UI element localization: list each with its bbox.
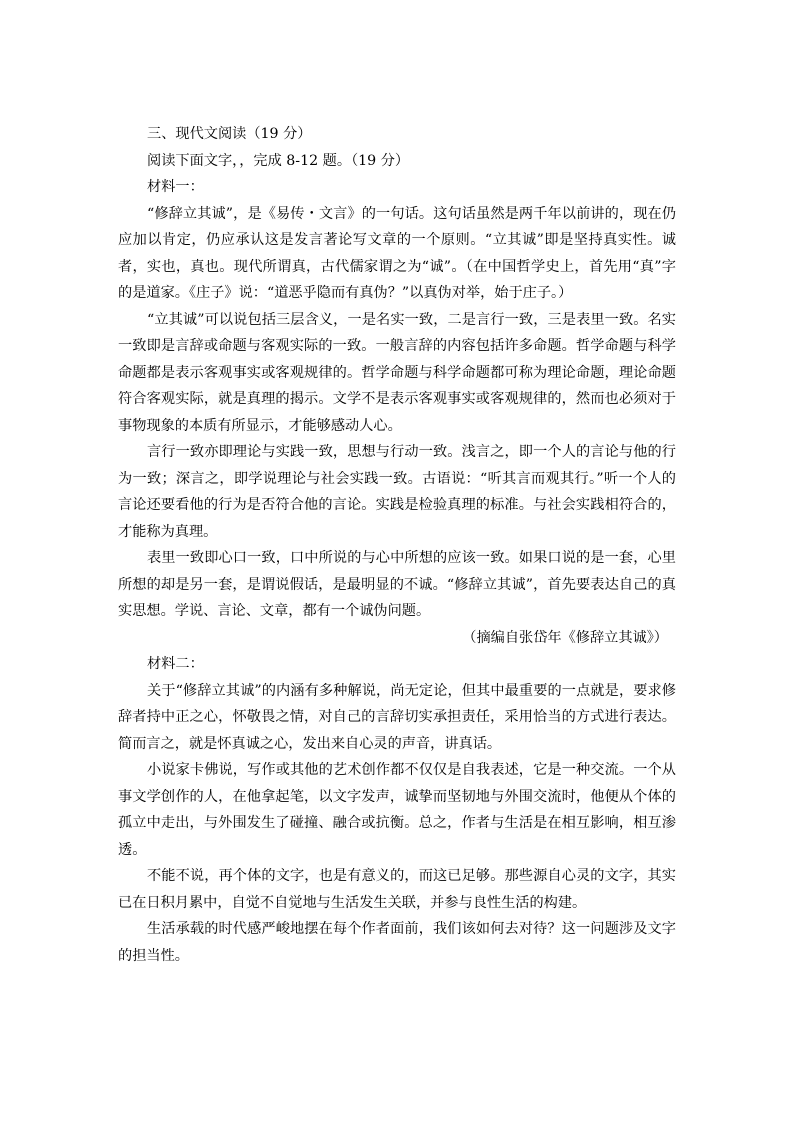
material-1-paragraph: “修辞立其诚”，是《易传・文言》的一句话。这句话虽然是两千年以前讲的，现在仍应加以肯定，仍应承认这是发言著论写文章的一个原则。“立其诚”即是坚持真实性。诚者，实也，真也。现代所谓真，古代儒家谓之为“诚”。（在中国哲学史上，首先用“真”字的是道家。《庄子》说：“道恶乎隐而有真伪？”以真伪对举，始于庄子。） <box>118 205 676 301</box>
section-heading: 三、现代文阅读（19 分） <box>147 126 312 142</box>
material-1-paragraph: 表里一致即心口一致，口中所说的与心中所想的应该一致。如果口说的是一套，心里所想的却是另一套，是谓说假话，是最明显的不诚。“修辞立其诚”，首先要表达自己的真实思想。学说、言论、文章，都有一个诚伪问题。 <box>118 550 676 619</box>
section-instruction: 阅读下面文字，，完成 8-12 题。（19 分） <box>147 152 410 169</box>
material-2-paragraph: 小说家卡佛说，写作或其他的艺术创作都不仅仅是自我表述，它是一种交流。一个从事文学创作的人，在他拿起笔，以文字发声，诚挚而坚韧地与外围交流时，他便从个体的孤立中走出，与外围发生了碰撞、融合或抗衡。总之，作者与生活是在相互影响，相互渗透。 <box>118 762 676 858</box>
material-2-label: 材料二： <box>147 656 204 672</box>
material-1-paragraph: 言行一致亦即理论与实践一致，思想与行动一致。浅言之，即一个人的言论与他的行为一致；深言之，即学说理论与社会实践一致。古语说：“听其言而观其行。”听一个人的言论还要看他的行为是否符合他的言论。实践是检验真理的标准。与社会实践相符合的，才能称为真理。 <box>118 444 676 540</box>
material-1-label: 材料一： <box>147 179 204 195</box>
material-2-paragraph: 不能不说，再个体的文字，也是有意义的，而这已足够。那些源自心灵的文字，其实已在日积月累中，自觉不自觉地与生活发生关联，并参与良性生活的构建。 <box>118 868 676 911</box>
material-1-source: （摘编自张岱年《修辞立其诚》） <box>462 629 668 646</box>
material-1-paragraph: “立其诚”可以说包括三层含义，一是名实一致，二是言行一致，三是表里一致。名实一致即是言辞或命题与客观实际的一致。一般言辞的内容包括许多命题。哲学命题与科学命题都是表示客观事实或客观规律的。哲学命题与科学命题都可称为理论命题，理论命题符合客观实际，就是真理的揭示。文学不是表示客观事实或客观规律的，然而也必须对于事物现象的本质有所显示，才能够感动人心。 <box>118 311 676 434</box>
material-2-paragraph: 关于“修辞立其诚”的内涵有多种解说，尚无定论，但其中最重要的一点就是，要求修辞者持中正之心，怀敬畏之情，对自己的言辞切实承担责任，采用恰当的方式进行表达。简而言之，就是怀真诚之心，发出来自心灵的声音，讲真话。 <box>118 682 676 752</box>
material-2-paragraph: 生活承载的时代感严峻地摆在每个作者面前，我们该如何去对待？这一问题涉及文字的担当性。 <box>118 921 676 964</box>
reading-passage <box>118 121 676 969</box>
